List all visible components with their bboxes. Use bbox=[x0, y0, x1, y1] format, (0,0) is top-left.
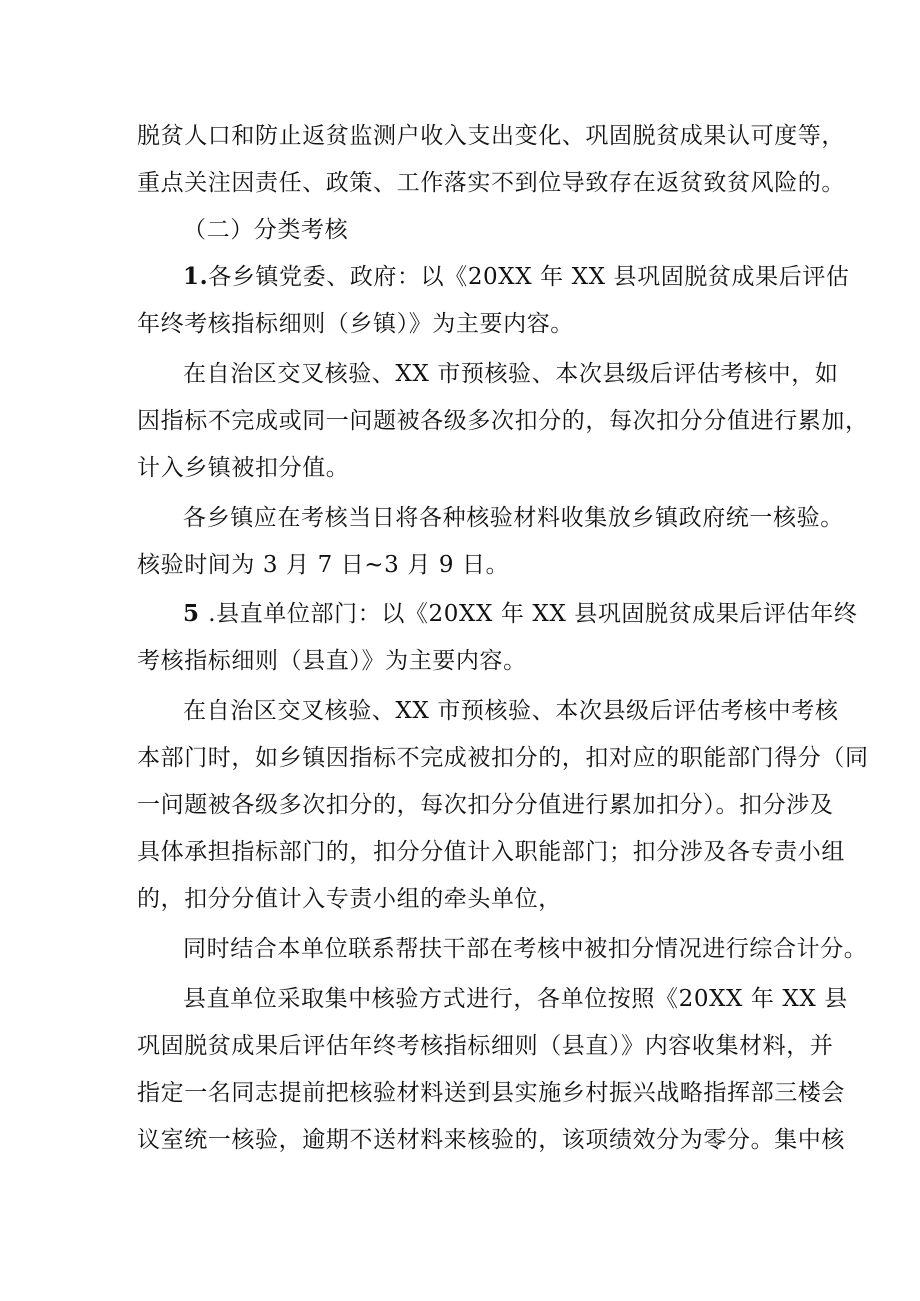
paragraph-line: 在自治区交叉核验、XX 市预核验、本次县级后评估考核中，如 bbox=[183, 361, 839, 387]
paragraph-line: 在自治区交叉核验、XX 市预核验、本次县级后评估考核中考核 bbox=[183, 698, 839, 724]
paragraph-line: 巩固脱贫成果后评估年终考核指标细则（县直）》内容收集材料，并 bbox=[137, 1033, 834, 1059]
list-item-number: 1. bbox=[183, 263, 209, 290]
paragraph-line: 考核指标细则（县直）》为主要内容。 bbox=[137, 648, 527, 674]
list-item-5 bbox=[183, 599, 857, 629]
paragraph-line: 议室统一核验，逾期不送材料来核验的，该项绩效分为零分。集中核 bbox=[137, 1127, 845, 1153]
paragraph-line: 年终考核指标细则（乡镇）》为主要内容。 bbox=[137, 311, 574, 337]
paragraph-line: 同时结合本单位联系帮扶干部在考核中被扣分情况进行综合计分。 bbox=[183, 936, 868, 962]
paragraph-line: 县直单位采取集中核验方式进行，各单位按照《20XX 年 XX 县 bbox=[183, 986, 848, 1012]
paragraph-line: 一问题被各级多次扣分的，每次扣分分值进行累加扣分）。扣分涉及 bbox=[137, 792, 834, 818]
paragraph-line: 核验时间为 3 月 7 日~3 月 9 日。 bbox=[137, 552, 510, 578]
paragraph-line: 本部门时，如乡镇因指标不完成被扣分的，扣对应的职能部门得分（同 bbox=[137, 745, 869, 771]
paragraph-line: 具体承担指标部门的，扣分分值计入职能部门；扣分涉及各专责小组 bbox=[137, 839, 845, 865]
list-item-1 bbox=[183, 262, 850, 292]
paragraph-line: 重点关注因责任、政策、工作落实不到位导致存在返贫致贫风险的。 bbox=[137, 170, 845, 196]
list-item-number: 5 bbox=[183, 600, 209, 627]
paragraph-line: 脱贫人口和防止返贫监测户收入支出变化、巩固脱贫成果认可度等， bbox=[137, 123, 845, 149]
list-item-text: 各乡镇党委、政府：以《20XX 年 XX 县巩固脱贫成果后评估 bbox=[208, 264, 850, 290]
section-heading: （二）分类考核 bbox=[183, 217, 349, 243]
paragraph-line: 因指标不完成或同一问题被各级多次扣分的，每次扣分分值进行累加， bbox=[137, 408, 869, 434]
paragraph-line: 各乡镇应在考核当日将各种核验材料收集放乡镇政府统一核验。 bbox=[183, 505, 844, 531]
paragraph-line: 计入乡镇被扣分值。 bbox=[137, 455, 350, 481]
paragraph-line: 的，扣分分值计入专责小组的牵头单位， bbox=[137, 886, 562, 912]
paragraph-line: 指定一名同志提前把核验材料送到县实施乡村振兴战略指挥部三楼会 bbox=[137, 1080, 845, 1106]
list-item-text: .县直单位部门：以《20XX 年 XX 县巩固脱贫成果后评估年终 bbox=[208, 601, 858, 627]
